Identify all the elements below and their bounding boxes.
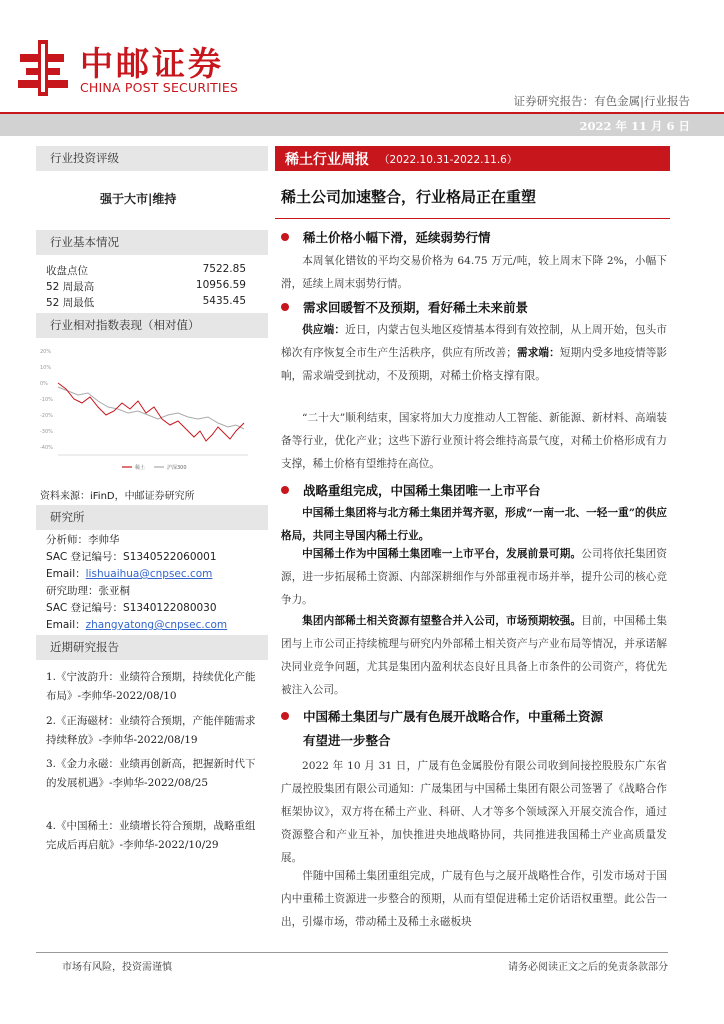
weekly-period: （2022.10.31-2022.11.6）: [379, 154, 518, 166]
analyst1-email-link[interactable]: lishuaihua@cnpsec.com: [85, 568, 213, 580]
svg-text:20%: 20%: [40, 349, 52, 355]
footer-disclaimer[interactable]: 请务必阅读正文之后的免责条款部分: [508, 962, 668, 973]
weekly-title-bar: [275, 146, 670, 171]
recent-report-item[interactable]: 4.《中国稀土：业绩增长符合预期，战略重组完成后再启航》-李帅华-2022/10/29: [46, 820, 256, 851]
section4-paragraph2: 伴随中国稀土集团重组完成，广晟有色与之展开战略性合作，引发市场对于国内中重稀土资源进一步整合的预期，从而有望促进稀土定价话语权重塑。此公告一出，引爆市场，带动稀土及稀土永磁板块: [281, 870, 667, 928]
section1-paragraph: 本周氧化镨钕的平均交易价格为 64.75 万元/吨，较上周末下降 2%，小幅下滑，延续上周末弱势行情。: [281, 255, 667, 290]
section2-heading: 需求回暖暂不及预期，看好稀土未来前景: [281, 298, 528, 316]
analyst2-email-link[interactable]: zhangyatong@cnpsec.com: [85, 619, 228, 631]
section4-heading: 中国稀土集团与广晟有色展开战略合作，中重稀土资源: [281, 707, 603, 725]
relative-index-chart: [36, 343, 256, 480]
analyst1-name: 分析师：李帅华: [46, 534, 120, 546]
brand-name-cn: 中邮证券: [80, 44, 224, 83]
analyst1-sac: SAC 登记编号：S1340522060001: [46, 551, 217, 563]
section1-heading: 稀土价格小幅下滑，延续弱势行情: [281, 228, 491, 246]
report-date: 2022 年 11 月 6 日: [579, 119, 690, 133]
research-team-heading: 研究所: [36, 505, 268, 530]
rating-heading: 行业投资评级: [36, 146, 268, 171]
report-type: 证券研究报告：有色金属|行业报告: [513, 94, 690, 108]
legend-hs300: 沪深300: [167, 465, 187, 471]
basic-info-heading: 行业基本情况: [36, 230, 268, 255]
bullet-icon: [281, 303, 289, 311]
svg-text:-40%: -40%: [40, 445, 53, 451]
svg-text:10%: 10%: [40, 365, 52, 371]
weekly-title: 稀土行业周报: [285, 152, 369, 168]
recent-report-item[interactable]: 3.《金力永磁：业绩再创新高，把握新时代下的发展机遇》-李帅华-2022/08/25: [46, 758, 256, 789]
section3-paragraph3: 集团内部稀土相关资源有望整合并入公司，市场预期较强。目前，中国稀土集团与上市公司正持续梳理与研究内外部稀土相关资产与产业布局等情况，并承诺解决同业竞争问题，尤其是集团内盈利状态良好且具备上市条件的公司资产，将优先被注入公司。: [281, 615, 668, 696]
recent-reports-heading: 近期研究报告: [36, 635, 268, 660]
brand-name-en: CHINA POST SECURITIES: [80, 80, 239, 95]
section3-heading: 战略重组完成，中国稀土集团唯一上市平台: [281, 481, 541, 499]
svg-text:-20%: -20%: [40, 413, 53, 419]
section3-paragraph1: 中国稀土集团将与北方稀土集团并驾齐驱，形成“一南一北、一轻一重”的供应格局，共同主导国内稀土行业。: [281, 507, 667, 542]
basic-row-high: 52 周最高 10956.59: [46, 279, 246, 293]
basic-row-low: 52 周最低 5435.45: [46, 295, 246, 309]
hs300-line: [58, 387, 244, 429]
industry-rating: 强于大市|维持: [100, 192, 177, 206]
basic-row-close: 收盘点位 7522.85: [46, 263, 246, 277]
footer-risk-note: 市场有风险，投资需谨慎: [62, 962, 172, 973]
bullet-icon: [281, 486, 289, 494]
svg-text:-30%: -30%: [40, 429, 53, 435]
logo-icon: [18, 40, 68, 96]
svg-text:-10%: -10%: [40, 397, 53, 403]
section4-paragraph1: 2022 年 10 月 31 日，广晟有色金属股份有限公司收到间接控股股东广东省广晟控股集团有限公司通知：广晟集团与中国稀土集团有限公司签署了《战略合作框架协议》，双方将在稀土产业、科研、人才等多个领域深入开展交流合作，通过资源整合和产业互补，加快推进央地战略协同，共同推进我国稀土产业高质量发展。: [281, 760, 667, 864]
section2-paragraph1: 供应端：近日，内蒙古包头地区疫情基本得到有效控制，从上周开始，包头市梯次有序恢复全市生产生活秩序，供应有所改善；需求端：短期内受多地疫情等影响，需求端受到扰动，不及预期，对稀土价格支撑有限。: [281, 324, 668, 382]
analyst2-email: Email：zhangyatong@cnpsec.com: [46, 619, 228, 631]
title-divider: [275, 218, 670, 219]
analyst2-name: 研究助理：张亚桐: [46, 585, 130, 597]
footer-divider: [36, 952, 668, 953]
bullet-icon: [281, 233, 289, 241]
legend-rare-earth: 稀土: [135, 465, 146, 471]
recent-report-item[interactable]: 2.《正海磁材：业绩符合预期，产能伴随需求持续释放》-李帅华-2022/08/19: [46, 715, 256, 746]
analyst2-sac: SAC 登记编号：S1340122080030: [46, 602, 217, 614]
recent-report-item[interactable]: 1.《宁波韵升：业绩符合预期，持续优化产能布局》-李帅华-2022/08/10: [46, 671, 256, 702]
relative-performance-heading: 行业相对指数表现（相对值）: [36, 313, 268, 338]
bullet-icon: [281, 712, 289, 720]
rare-earth-line: [58, 383, 244, 441]
chart-source: 资料来源：iFinD，中邮证券研究所: [40, 491, 195, 502]
analyst1-email: Email：lishuaihua@cnpsec.com: [46, 568, 213, 580]
main-title: 稀土公司加速整合，行业格局正在重塑: [281, 188, 537, 206]
svg-text:0%: 0%: [40, 381, 48, 387]
section2-paragraph2: “二十大”顺利结束，国家将加大力度推动人工智能、新能源、新材料、高端装备等行业，优化产业；这些下游行业预计将会维持高景气度，对稀土价格形成有力支撑，稀土价格有望维持在高位。: [281, 412, 667, 470]
section4-heading-cont: 有望进一步整合: [303, 733, 391, 748]
section3-paragraph2: 中国稀土作为中国稀土集团唯一上市平台，发展前景可期。公司将依托集团资源，进一步拓展稀土资源、内部深耕细作与外部重视市场并举，提升公司的核心竞争力。: [281, 548, 668, 606]
